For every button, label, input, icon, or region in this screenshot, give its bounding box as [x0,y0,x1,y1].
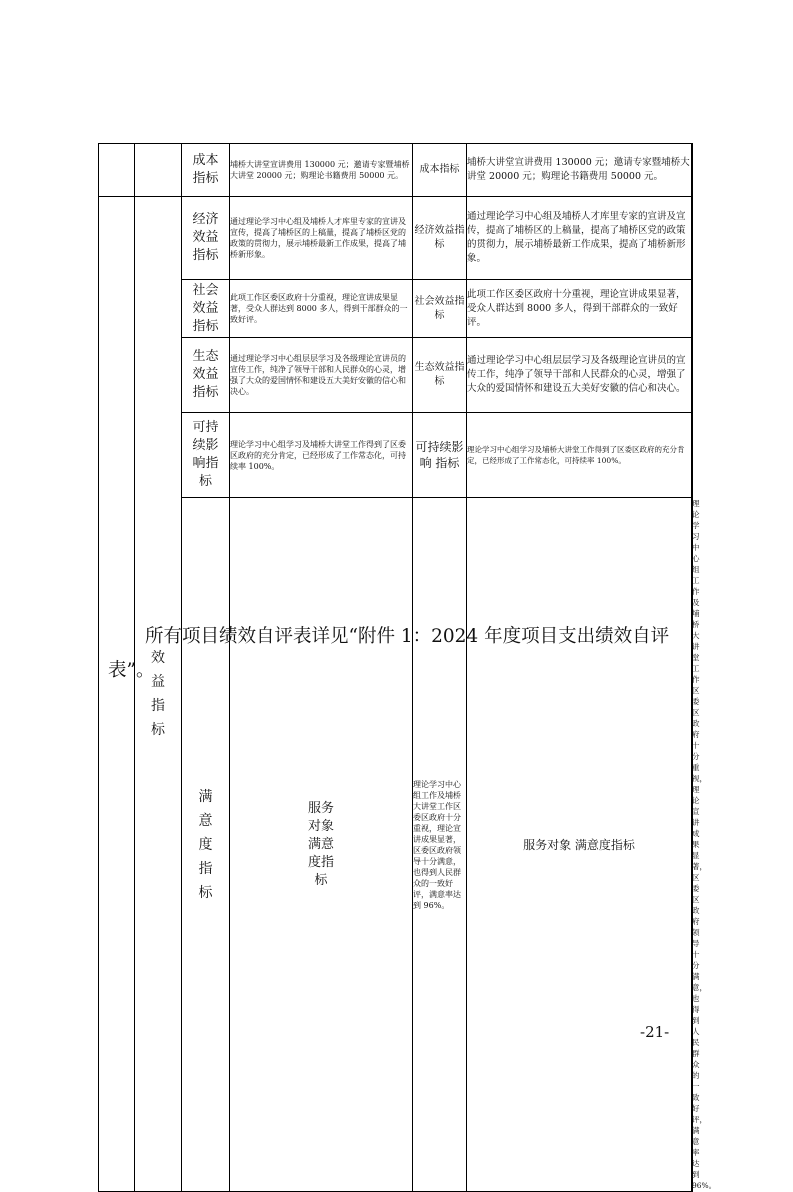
indicator-name-actual: 服务对象 满意度指标 [467,498,692,1192]
indicator-name-actual: 生态效益指标 [413,338,467,413]
indicator-value: 理论学习中心组学习及埔桥大讲堂工作得到了区委区政府的充分肯定，已经形成了工作常态化，可持续率 100%。 [230,413,413,498]
table-row [99,498,693,1192]
indicator-value-actual: 埔桥大讲堂宣讲费用 130000 元；邀请专家暨埔桥大讲堂 20000 元；购理论书籍费用 50000 元。 [467,144,692,197]
indicator-name-actual: 成本指标 [413,144,467,197]
indicator-name-actual: 社会效益指标 [413,280,467,338]
second-level-cell: 满意度指标 [182,498,230,1192]
indicator-value-actual: 理论学习中心组学习及埔桥大讲堂工作得到了区委区政府的充分肯定，已经形成了工作常态化，可持续率 100%。 [467,413,692,498]
indicator-value: 理论学习中心组工作及埔桥大讲堂工作区委区政府十分重视，理论宣讲成果显著，区委区政府领导十分满意，也得到人民群众的一致好评，满意率达到 96%。 [413,498,467,1192]
indicator-name: 社会效益指标 [182,280,230,338]
deviation-cell [692,280,693,338]
indicator-name-actual: 经济效益指标 [413,197,467,280]
indicator-value-actual: 理论学习中心组工作及埔桥大讲堂工作区委区政府十分重视，理论宣讲成果显著，区委区政府领导十分满意，也得到人民群众的一致好评，满意率达到 96%。 [692,499,717,1190]
indicator-name: 生态效益指标 [182,338,230,413]
indicator-name: 服务对象满意度指标 [230,498,413,1192]
table-row [99,144,693,197]
first-level-cell [99,197,135,1192]
page-number: -21- [640,1023,670,1041]
deviation-cell [692,338,693,413]
indicator-name-actual: 可持续影响 指标 [413,413,467,498]
indicator-value-actual: 此项工作区委区政府十分重视，理论宣讲成果显著，受众人群达到 8000 多人，得到干部群众的一致好评。 [467,280,692,338]
second-level-cell [135,144,182,197]
second-level-cell: 效益指标 [135,197,182,1192]
indicator-value: 此项工作区委区政府十分重视，理论宣讲成果显著，受众人群达到 8000 多人，得到干部群众的一致好评。 [230,280,413,338]
indicator-value: 通过理论学习中心组及埔桥人才库里专家的宣讲及宣传，提高了埔桥区的上稿量，提高了埔桥区党的政策的贯彻力，展示埔桥最新工作成果，提高了埔桥新形象。 [230,197,413,280]
first-level-cell [99,144,135,197]
indicator-value-actual: 通过理论学习中心组层层学习及各级理论宣讲员的宣传工作，纯净了领导干部和人民群众的心灵，增强了大众的爱国情怀和建设五大美好安徽的信心和决心。 [467,338,692,413]
table-row [99,338,693,413]
table-row [99,413,693,498]
indicator-name: 成本指标 [182,144,230,197]
deviation-cell [692,413,693,498]
table-row [99,280,693,338]
indicator-value: 埔桥大讲堂宣讲费用 130000 元；邀请专家暨埔桥大讲堂 20000 元；购理论书籍费用 50000 元。 [230,144,413,197]
table-row [99,197,693,280]
deviation-cell [692,197,693,280]
deviation-cell [692,144,693,197]
indicator-name: 可持续影响指标 [182,413,230,498]
indicator-value-actual: 通过理论学习中心组及埔桥人才库里专家的宣讲及宣传，提高了埔桥区的上稿量，提高了埔桥区党的政策的贯彻力，展示埔桥最新工作成果，提高了埔桥新形象。 [467,197,692,280]
indicator-name: 经济效益指标 [182,197,230,280]
summary-paragraph: 所有项目绩效自评表详见“附件 1：2024 年度项目支出绩效自评表”。 [108,626,670,681]
indicator-value: 通过理论学习中心组层层学习及各级理论宣讲员的宣传工作，纯净了领导干部和人民群众的心灵，增强了大众的爱国情怀和建设五大美好安徽的信心和决心。 [230,338,413,413]
